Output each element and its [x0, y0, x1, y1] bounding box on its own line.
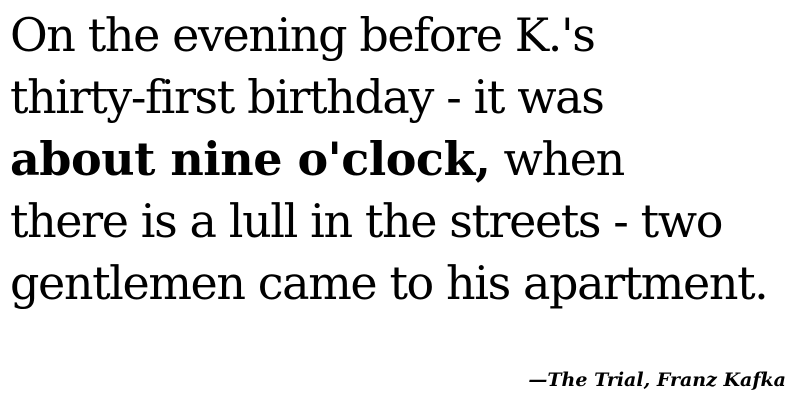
- quote-line: gentlemen came to his apartment.: [10, 256, 768, 310]
- quote-line: [10, 128, 795, 190]
- quote-text: [10, 4, 795, 314]
- quote-line: On the evening before K.'s: [10, 8, 595, 62]
- quote-emphasis: about nine o'clock,: [10, 132, 491, 186]
- quote-attribution: —The Trial, Franz Kafka: [528, 369, 786, 391]
- quote-line-rest: when: [490, 132, 624, 186]
- quote-line: thirty-first birthday - it was: [10, 70, 604, 124]
- quote-line: there is a lull in the streets - two: [10, 194, 723, 248]
